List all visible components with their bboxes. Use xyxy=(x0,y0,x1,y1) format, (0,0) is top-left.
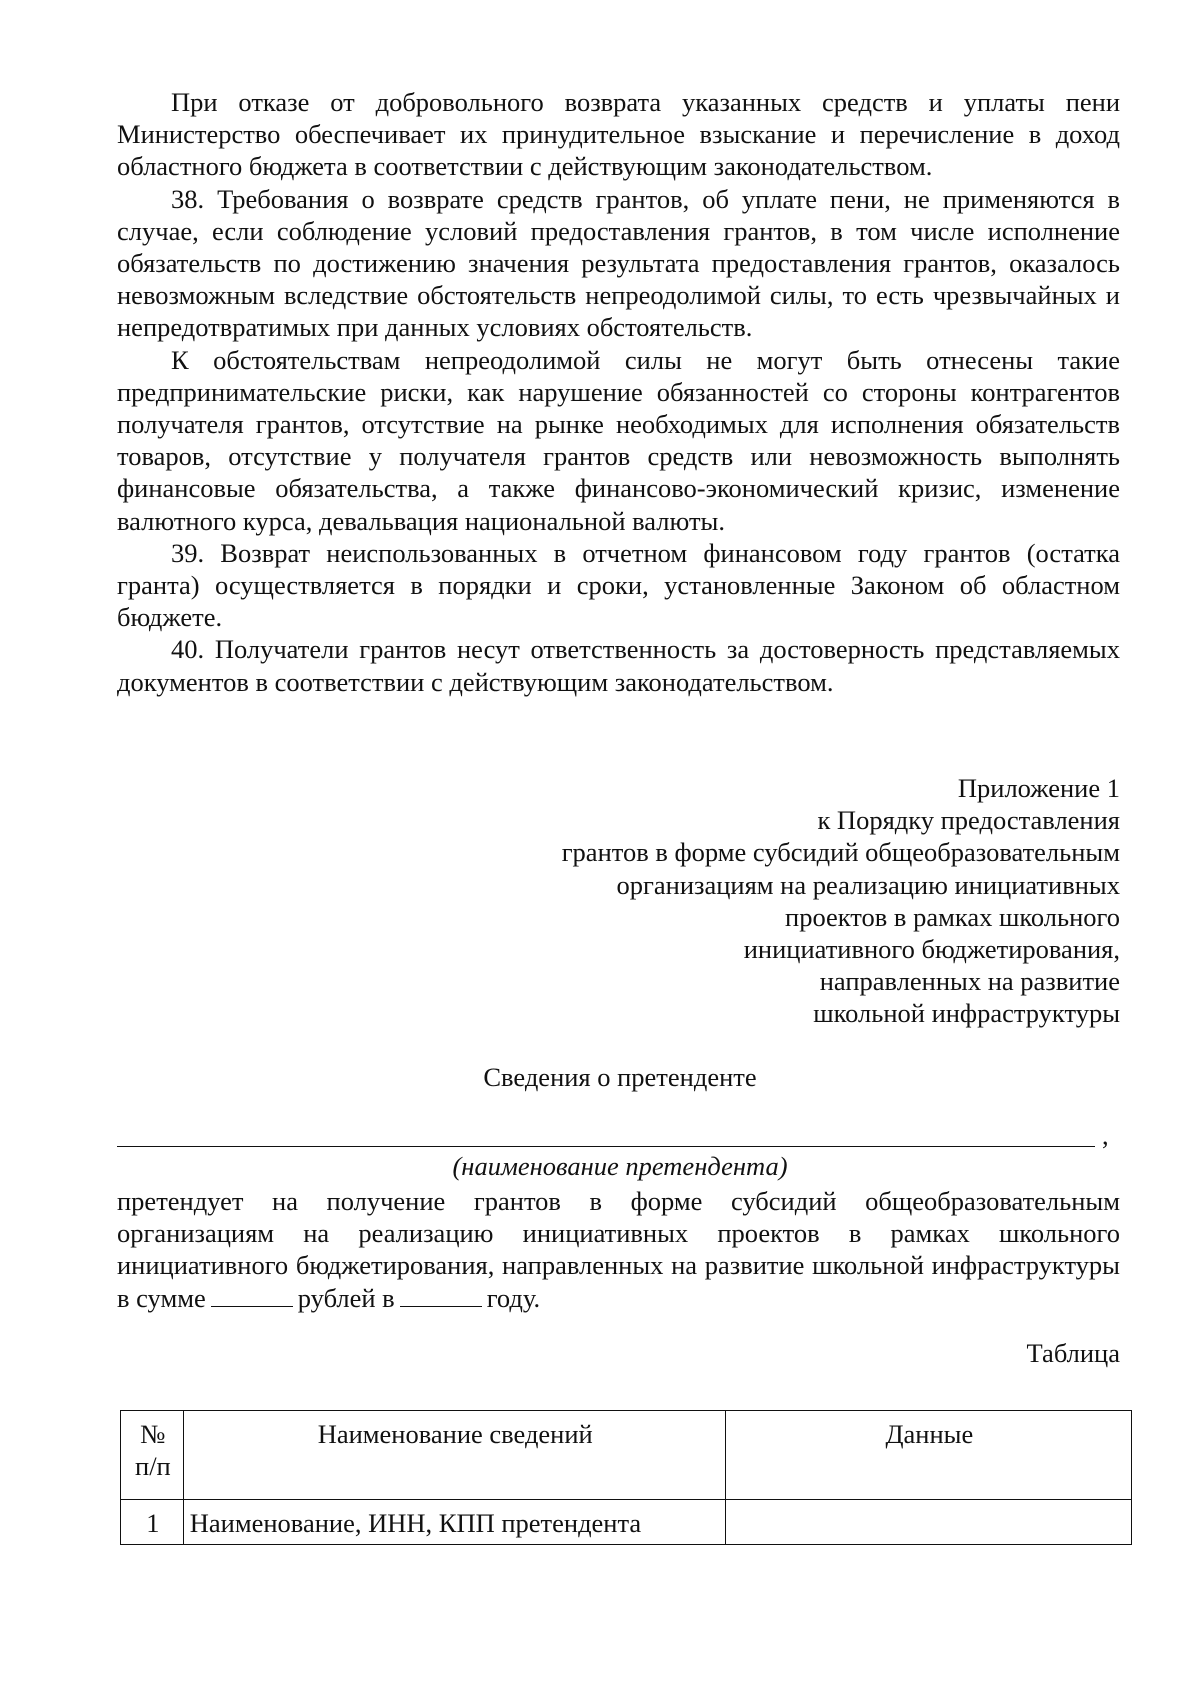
appendix-line: инициативного бюджетирования, xyxy=(743,934,1120,965)
form-title: Сведения о претенденте xyxy=(483,1062,757,1092)
applicant-info-table xyxy=(120,1410,1132,1545)
amount-blank xyxy=(211,1286,293,1307)
claim-text-part2: рублей в xyxy=(297,1282,395,1313)
claim-text-part3: году. xyxy=(486,1282,541,1313)
appendix-line: школьной инфраструктуры xyxy=(813,998,1120,1029)
paragraph-40: 40. Получатели грантов несут ответственность за достоверность представляемых документов в соответствии с действующим законодательством. xyxy=(117,634,1120,697)
row-info-name: Наименование, ИНН, КПП претендента xyxy=(183,1500,725,1545)
paragraph-force-majeure: К обстоятельствам непреодолимой силы не могут быть отнесены такие предпринимательские риски, как нарушение обязанностей со стороны контрагентов получателя грантов, отсутствие на рынке необходимых для исполнения обязательств товаров, отсутствие у получателя грантов средств или невозможность выполнять финансовые обязательства, а также финансово-экономический кризис, изменение валютного курса, девальвация национальной валюты. xyxy=(117,344,1120,536)
row-data xyxy=(725,1500,1131,1545)
header-number: № п/п xyxy=(121,1411,184,1500)
year-blank xyxy=(400,1286,482,1307)
paragraph-refusal: При отказе от добровольного возврата указанных средств и уплаты пени Министерство обеспечивает их принудительное взыскание и перечисление в доход областного бюджета в соответствии с действующим законодательством. xyxy=(117,87,1120,182)
claim-text-part1: претендует на получение грантов в форме субсидий общеобразовательным организациям на реализацию инициативных проектов в рамках школьного инициативного бюджетирования, направленных на развитие школьной инфраструктуры в сумме xyxy=(117,1186,1120,1313)
paragraph-39: 39. Возврат неиспользованных в отчетном финансовом году грантов (остатка гранта) осуществляется в порядки и сроки, установленные Законом об областном бюджете. xyxy=(117,537,1120,633)
appendix-line: Приложение 1 xyxy=(957,773,1120,803)
appendix-line: грантов в форме субсидий общеобразовательным xyxy=(561,837,1120,868)
applicant-name-caption: (наименование претендента) xyxy=(452,1151,788,1181)
appendix-header xyxy=(562,772,1120,1030)
table-header-row xyxy=(121,1411,1132,1500)
applicant-name-comma: , xyxy=(1102,1120,1109,1150)
paragraph-38: 38. Требования о возврате средств грантов, об уплате пени, не применяются в случае, если соблюдение условий предоставления грантов, в том числе исполнение обязательств по достижению значения результата предоставления грантов, оказалось невозможным вследствие обстоятельств непреодолимой силы, то есть чрезвычайных и непредотвратимых при данных условиях обстоятельств. xyxy=(117,183,1120,343)
table-row xyxy=(121,1500,1132,1545)
body-text xyxy=(117,86,1120,698)
appendix-line: организациям на реализацию инициативных xyxy=(616,869,1120,900)
table-caption: Таблица xyxy=(1026,1338,1120,1368)
claim-paragraph xyxy=(117,1185,1120,1314)
applicant-name-line xyxy=(117,1146,1095,1147)
header-data: Данные xyxy=(725,1411,1131,1500)
appendix-line: к Порядку предоставления xyxy=(817,805,1120,836)
appendix-line: проектов в рамках школьного xyxy=(785,901,1120,932)
row-number: 1 xyxy=(121,1500,184,1545)
appendix-line: направленных на развитие xyxy=(819,966,1120,997)
header-info-name: Наименование сведений xyxy=(183,1411,725,1500)
claim-text xyxy=(117,1185,1120,1314)
